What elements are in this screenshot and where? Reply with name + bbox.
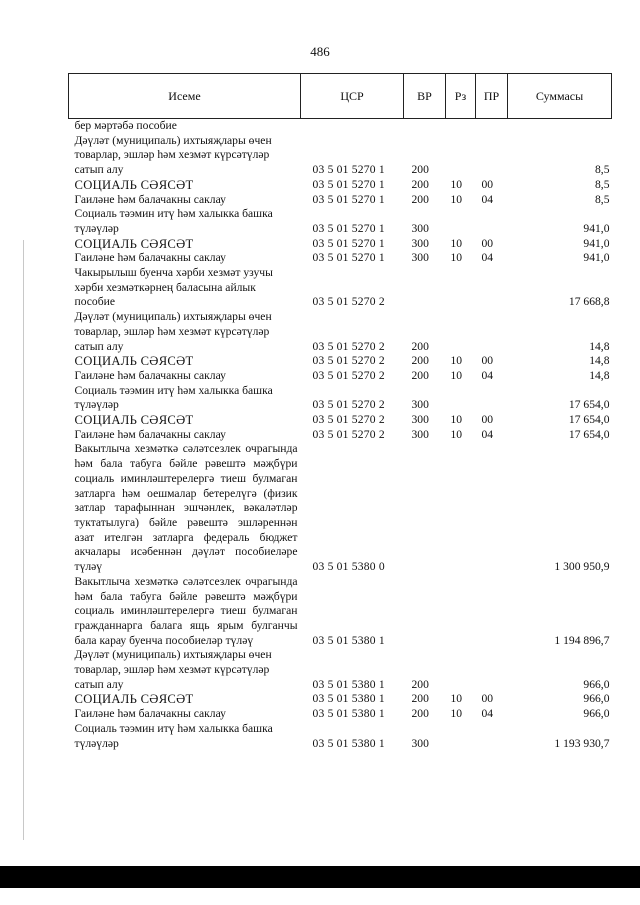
row-vr: 200	[411, 163, 429, 177]
row-name: СОЦИАЛЬ СӘЯСӘТ	[74, 692, 194, 707]
row-name: СОЦИАЛЬ СӘЯСӘТ	[74, 177, 194, 192]
row-pr	[476, 119, 508, 134]
row-csr: 03 5 01 5270 2	[312, 413, 385, 427]
header-name: Исеме	[69, 74, 301, 119]
row-pr: 00	[481, 692, 494, 706]
row-vr: 300	[411, 251, 429, 265]
row-vr: 300	[411, 236, 429, 250]
row-vr: 300	[411, 736, 429, 750]
row-sum: 966,0	[583, 677, 610, 691]
table-header-row	[69, 74, 612, 119]
row-vr: 200	[411, 339, 429, 353]
row-vr: 300	[411, 221, 429, 235]
header-pr: ПР	[476, 74, 508, 119]
scan-edge-line	[23, 240, 24, 840]
table-row	[69, 442, 612, 574]
row-name: СОЦИАЛЬ СӘЯСӘТ	[74, 236, 194, 251]
row-sum	[508, 119, 612, 134]
row-name: Социаль тәэмин итү һәм халыкка башка түләүләр	[74, 207, 273, 235]
row-vr	[404, 119, 446, 134]
row-vr: 200	[411, 707, 429, 721]
row-rz	[446, 266, 476, 310]
row-csr: 03 5 01 5270 1	[312, 163, 385, 177]
row-csr: 03 5 01 5270 2	[312, 354, 385, 368]
row-csr: 03 5 01 5270 1	[312, 221, 385, 235]
row-pr	[476, 575, 508, 649]
row-sum: 8,5	[595, 177, 610, 191]
row-rz: 10	[450, 236, 463, 250]
row-pr	[476, 310, 508, 354]
row-sum: 14,8	[589, 354, 610, 368]
row-name: Чакырылыш буенча хәрби хезмәт узучы хәрби хезмәткәрнең баласына айлык пособие	[74, 266, 273, 309]
row-vr: 200	[411, 177, 429, 191]
row-name: Дәүләт (муниципаль) ихтыяҗлары өчен товарлар, эшләр һәм хезмәт күрсәтүләр сатып алу	[74, 648, 272, 691]
row-vr: 300	[411, 398, 429, 412]
row-csr: 03 5 01 5270 2	[312, 398, 385, 412]
row-pr	[476, 266, 508, 310]
row-vr: 300	[411, 413, 429, 427]
row-pr	[476, 134, 508, 178]
row-csr: 03 5 01 5380 1	[312, 677, 385, 691]
row-sum: 1 193 930,7	[554, 736, 610, 750]
row-csr: 03 5 01 5270 2	[312, 368, 385, 382]
row-rz: 10	[450, 692, 463, 706]
row-rz	[446, 310, 476, 354]
row-sum: 17 654,0	[568, 427, 610, 441]
table-row	[69, 193, 612, 208]
header-sum: Суммасы	[508, 74, 612, 119]
header-csr: ЦСР	[301, 74, 404, 119]
row-sum: 17 654,0	[568, 413, 610, 427]
row-rz	[446, 134, 476, 178]
row-vr: 200	[411, 368, 429, 382]
row-vr	[404, 442, 446, 574]
row-sum: 17 668,8	[568, 295, 610, 309]
row-name: Гаиләне һәм балачакны саклау	[74, 368, 226, 382]
row-sum: 941,0	[583, 221, 610, 235]
row-name: Гаиләне һәм балачакны саклау	[74, 251, 226, 265]
row-sum: 941,0	[583, 236, 610, 250]
row-pr: 00	[481, 177, 494, 191]
row-name: бер мәртәбә пособие	[74, 119, 177, 132]
row-rz	[446, 722, 476, 751]
row-vr: 300	[411, 427, 429, 441]
row-csr	[301, 119, 404, 134]
row-name: Дәүләт (муниципаль) ихтыяҗлары өчен товарлар, эшләр һәм хезмәт күрсәтүләр сатып алу	[74, 133, 272, 177]
row-pr: 04	[481, 251, 494, 265]
row-sum: 966,0	[583, 707, 610, 721]
row-sum: 14,8	[589, 339, 610, 353]
row-pr	[476, 207, 508, 236]
row-csr: 03 5 01 5270 2	[312, 295, 385, 309]
table-row	[69, 266, 612, 310]
row-csr: 03 5 01 5270 1	[312, 192, 385, 206]
row-sum: 966,0	[583, 692, 610, 706]
table-row	[69, 207, 612, 236]
table-row	[69, 648, 612, 692]
row-sum: 8,5	[595, 163, 610, 177]
table-row	[69, 707, 612, 722]
row-sum: 1 300 950,9	[554, 560, 610, 574]
row-name: Гаиләне һәм балачакны саклау	[74, 192, 226, 206]
row-sum: 1 194 896,7	[554, 633, 610, 647]
table-row	[69, 134, 612, 178]
header-vr: ВР	[404, 74, 446, 119]
table-row	[69, 251, 612, 266]
row-vr: 200	[411, 677, 429, 691]
row-csr: 03 5 01 5380 0	[312, 560, 385, 574]
row-rz: 10	[450, 707, 463, 721]
row-rz	[446, 442, 476, 574]
row-pr	[476, 648, 508, 692]
row-pr: 04	[481, 427, 494, 441]
row-name: Социаль тәэмин итү һәм халыкка башка түләүләр	[74, 721, 273, 750]
row-vr: 200	[411, 692, 429, 706]
table-row	[69, 369, 612, 384]
row-pr: 04	[481, 368, 494, 382]
row-vr: 200	[411, 192, 429, 206]
table-row	[69, 722, 612, 751]
row-pr: 04	[481, 192, 494, 206]
row-pr: 04	[481, 707, 494, 721]
row-rz	[446, 207, 476, 236]
row-csr: 03 5 01 5270 2	[312, 339, 385, 353]
row-pr	[476, 384, 508, 413]
row-sum: 14,8	[589, 368, 610, 382]
row-sum: 8,5	[595, 192, 610, 206]
row-pr: 00	[481, 354, 494, 368]
row-pr: 00	[481, 236, 494, 250]
row-csr: 03 5 01 5270 1	[312, 251, 385, 265]
row-name: Дәүләт (муниципаль) ихтыяҗлары өчен товарлар, эшләр һәм хезмәт күрсәтүләр сатып алу	[74, 310, 272, 353]
row-csr: 03 5 01 5380 1	[312, 736, 385, 750]
table-row	[69, 692, 612, 707]
row-pr: 00	[481, 413, 494, 427]
row-rz	[446, 648, 476, 692]
table-row	[69, 119, 612, 134]
table-row	[69, 354, 612, 369]
table-row	[69, 178, 612, 193]
row-pr	[476, 722, 508, 751]
row-name: Вакытлыча хезмәткә сәләтсезлек очрагында һәм бала табуга бәйле рәвештә мәҗбүри социаль иминләштерелергә тиеш булмаган гражданнарга балага ящь ярым булганчы бала карау буенча пособиеләр түләү	[74, 574, 298, 647]
budget-table	[68, 73, 612, 751]
table-row	[69, 413, 612, 428]
table-row	[69, 310, 612, 354]
row-name: СОЦИАЛЬ СӘЯСӘТ	[74, 354, 194, 369]
row-rz: 10	[450, 413, 463, 427]
table-row	[69, 575, 612, 649]
row-pr	[476, 442, 508, 574]
row-vr	[404, 266, 446, 310]
row-rz: 10	[450, 251, 463, 265]
row-rz: 10	[450, 192, 463, 206]
table-row	[69, 237, 612, 252]
row-vr	[404, 575, 446, 649]
row-rz: 10	[450, 177, 463, 191]
scan-bottom-bar	[0, 866, 640, 888]
row-rz	[446, 119, 476, 134]
row-csr: 03 5 01 5380 1	[312, 633, 385, 647]
header-rz: Рз	[446, 74, 476, 119]
row-rz: 10	[450, 368, 463, 382]
row-rz: 10	[450, 427, 463, 441]
table-row	[69, 428, 612, 443]
row-sum: 941,0	[583, 251, 610, 265]
page-number: 486	[310, 44, 330, 59]
row-name: Гаиләне һәм балачакны саклау	[74, 707, 226, 721]
row-csr: 03 5 01 5270 2	[312, 427, 385, 441]
row-name: СОЦИАЛЬ СӘЯСӘТ	[74, 413, 194, 428]
row-csr: 03 5 01 5270 1	[312, 236, 385, 250]
row-rz: 10	[450, 354, 463, 368]
row-rz	[446, 575, 476, 649]
row-csr: 03 5 01 5380 1	[312, 692, 385, 706]
table-row	[69, 384, 612, 413]
row-name: Гаиләне һәм балачакны саклау	[74, 427, 226, 441]
row-name: Вакытлыча хезмәткә сәләтсезлек очрагында һәм бала табуга бәйле рәвештә мәҗбүри социаль иминләштерелергә тиеш булмаган затларга һәм оешмалар бетерелүгә (физик затлар тарафыннан эшчәнлек, вәкаләтләр туктатылуга) бәйле рәвештә эшләреннән азат ителгән затларга федераль бюджет акчалары исәбеннән дәүләт пособиеләре түләү	[74, 442, 298, 574]
row-rz	[446, 384, 476, 413]
row-vr: 200	[411, 354, 429, 368]
row-csr: 03 5 01 5270 1	[312, 177, 385, 191]
row-name: Социаль тәэмин итү һәм халыкка башка түләүләр	[74, 383, 273, 412]
row-csr: 03 5 01 5380 1	[312, 707, 385, 721]
row-sum: 17 654,0	[568, 398, 610, 412]
